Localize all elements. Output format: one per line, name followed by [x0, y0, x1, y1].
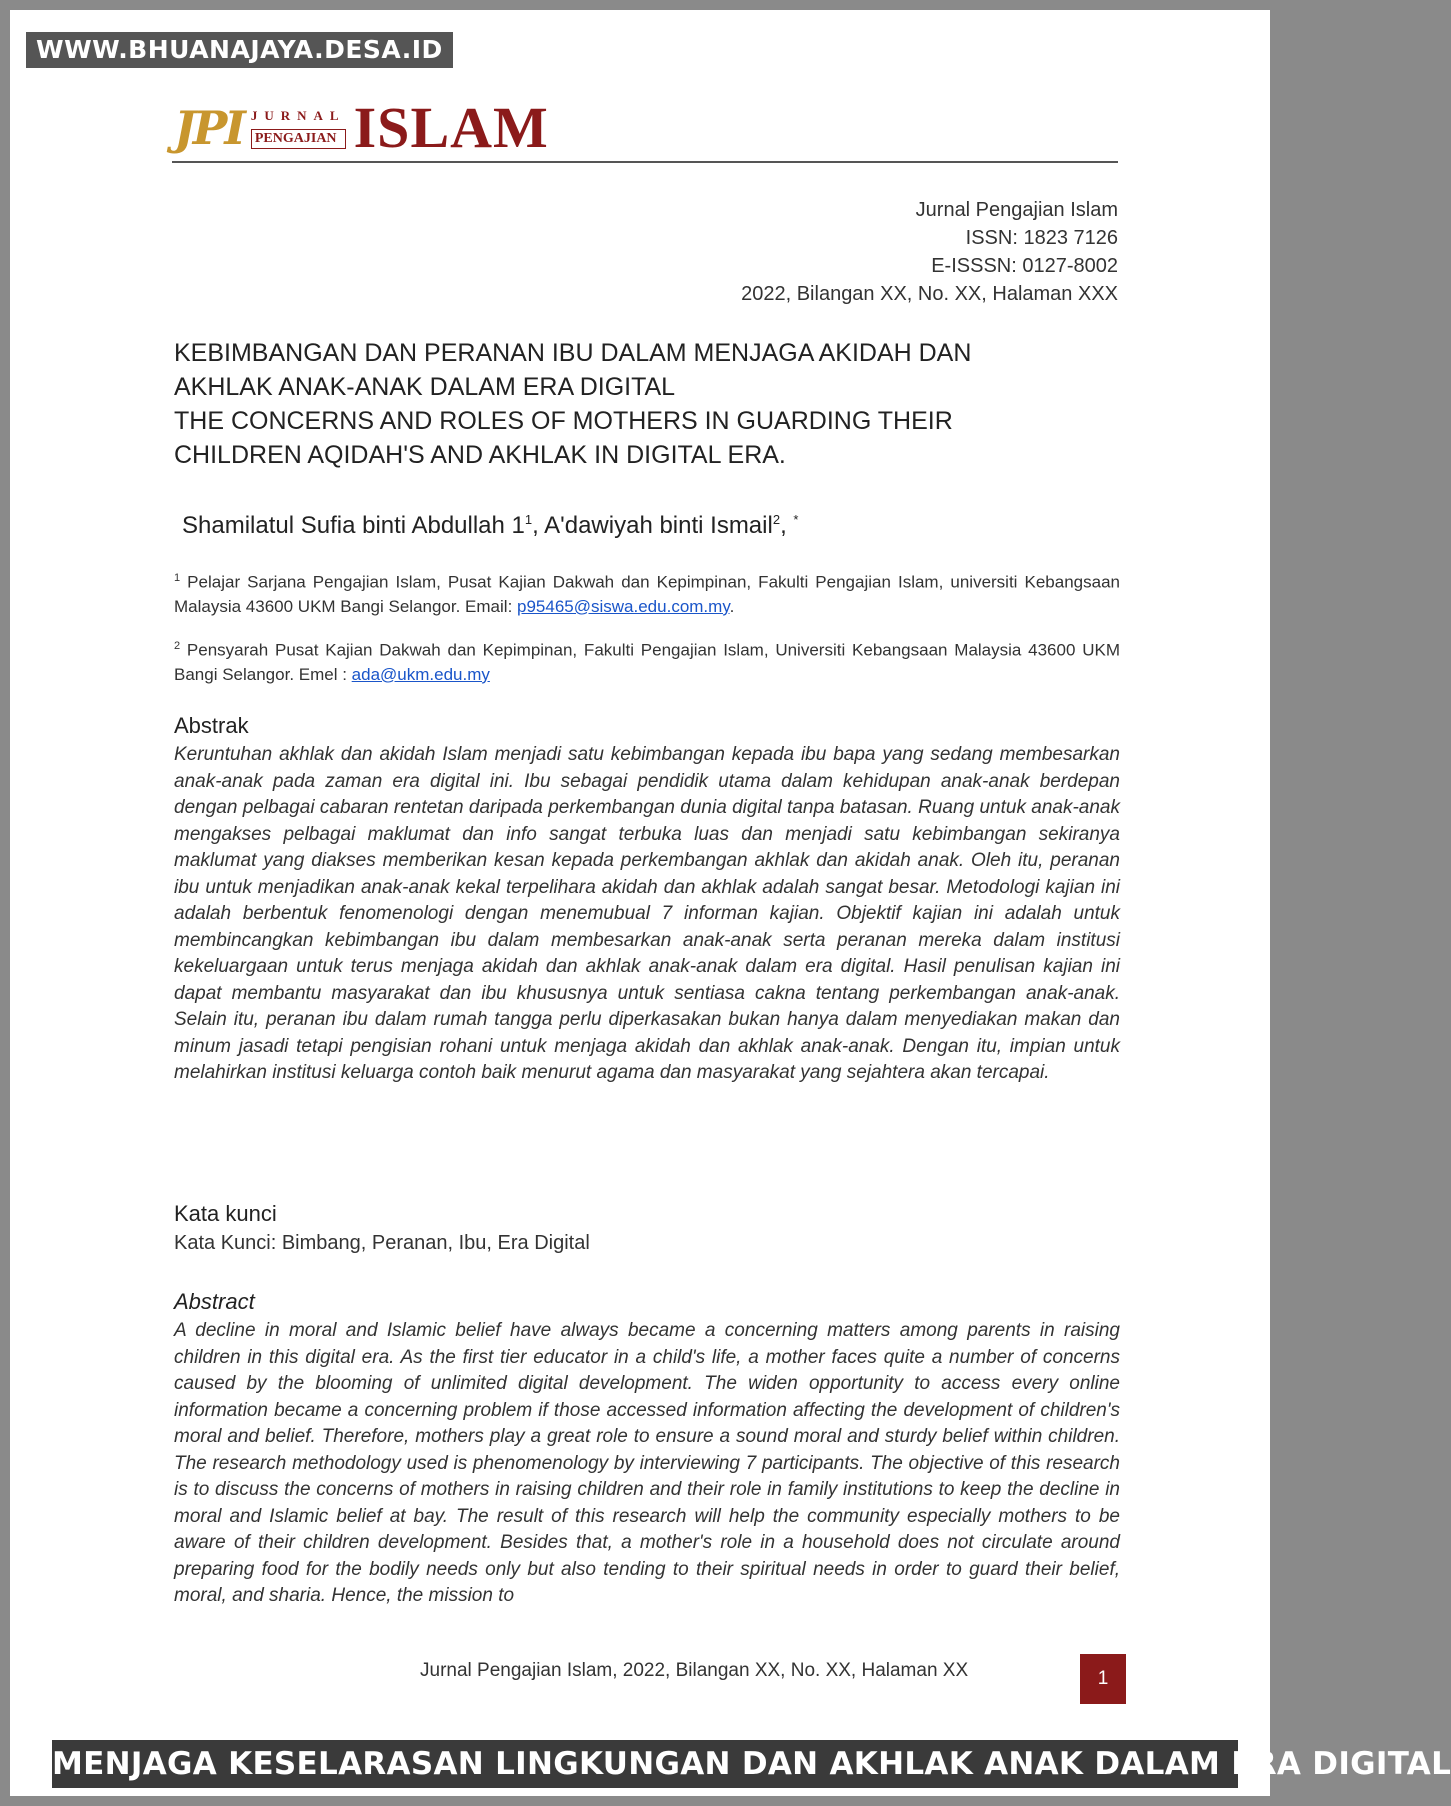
affiliation-1 — [174, 566, 1120, 619]
journal-name: Jurnal Pengajian Islam — [915, 199, 1118, 221]
corresponding-star: * — [793, 512, 799, 527]
logo-islam: ISLAM — [353, 95, 549, 160]
abstrak-heading: Abstrak — [174, 713, 249, 738]
author-2-sup: 2 — [772, 512, 781, 527]
article-title — [174, 336, 1124, 472]
author-2-suffix: , — [780, 512, 794, 539]
journal-issn: ISSN: 1823 7126 — [965, 227, 1118, 249]
abstrak-text: Keruntuhan akhlak dan akidah Islam menjadi satu kebimbangan kepada ibu bapa yang sedang membesarkan anak-anak pada zaman era digital ini. Ibu sebagai pendidik utama dalam kehidupan anak-anak berdepan dengan pelbagai cabaran rentetan daripada perkembangan dunia digital tanpa batasan. Ruang untuk anak-anak mengakses pelbagai maklumat dan info sangat terbuka luas dan menjadi satu kebimbangan sekiranya maklumat yang diakses memberikan kesan kepada perkembangan akhlak dan akidah anak. Oleh itu, peranan ibu untuk menjadikan anak-anak kekal terpelihara akidah dan akhlak adalah sangat besar. Metodologi kajian ini adalah berbentuk fenomenologi dengan menemubual 7 informan kajian. Objektif kajian ini adalah untuk membincangkan kebimbangan ibu dalam membesarkan anak-anak serta peranan mereka dalam institusi kekeluargaan untuk terus menjaga akidah dan akhlak anak-anak dalam era digital. Hasil penulisan kajian ini dapat membantu masyarakat dan ibu khususnya untuk sentiasa cakna tentang perkembangan anak-anak. Selain itu, peranan ibu dalam rumah tangga perlu diperkasakan bukan hanya dalam menyediakan makan dan minum jasadi tetapi pengisian rohani untuk menjaga akidah dan akhlak anak-anak. Dengan itu, impian untuk melahirkan institusi keluarga contoh baik menurut agama dan masyarakat yang sejahtera akan tercapai. — [174, 744, 1120, 1083]
abstract-text: A decline in moral and Islamic belief have always became a concerning matters among parents in raising children in this digital era. As the first tier educator in a child's life, a mother faces quite a number of concerns caused by the blooming of unlimited digital development. The widen opportunity to access every online information became a concerning problem if those accessed information affecting the development of children's moral and belief. Therefore, mothers play a great role to ensure a sound moral and sturdy belief within children. The research methodology used is phenomenology by interviewing 7 participants. The objective of this research is to discuss the concerns of mothers in raising children and their role in family institutions to keep the decline in moral and Islamic belief at bay. The result of this research will help the community especially mothers to be aware of their children development. Besides that, a mother's role in a household does not circulate around preparing food for the bodily needs only but also tending to their spiritual needs in order to guard their belief, moral, and sharia. Hence, the mission to — [174, 1320, 1120, 1606]
affiliation-2-text: Pensyarah Pusat Kajian Dakwah dan Kepimpinan, Fakulti Pengajian Islam, Universiti Kebangsaan Malaysia 43600 UKM Bangi Selangor. Emel : — [174, 640, 1120, 684]
authors — [182, 504, 798, 542]
journal-eissn: E-ISSSN: 0127-8002 — [931, 255, 1118, 277]
author-separator: , — [532, 512, 545, 539]
kata-kunci-heading: Kata kunci — [174, 1201, 277, 1226]
journal-logo — [174, 95, 549, 160]
page-footer: Jurnal Pengajian Islam, 2022, Bilangan XX, No. XX, Halaman XX — [420, 1660, 969, 1681]
document-frame — [10, 10, 1451, 1796]
logo-line-pengajian: PENGAJIAN — [251, 129, 346, 149]
affiliation-1-num: 1 — [174, 572, 181, 584]
author-1: Shamilatul Sufia binti Abdullah 1 — [182, 512, 525, 539]
logo-subtitle — [251, 107, 346, 149]
logo-mark: JPI — [174, 101, 243, 155]
journal-meta — [741, 196, 1118, 308]
author-2: A'dawiyah binti Ismail — [544, 512, 773, 539]
journal-issue: 2022, Bilangan XX, No. XX, Halaman XXX — [741, 283, 1118, 305]
affiliation-1-email-link[interactable]: p95465@siswa.edu.com.my — [517, 596, 730, 616]
logo-line-jurnal: JURNAL — [250, 108, 346, 123]
affiliation-1-text: Pelajar Sarjana Pengajian Islam, Pusat Kajian Dakwah dan Kepimpinan, Fakulti Pengajian Islam, universiti Kebangsaan Malaysia 43600 UKM Bangi Selangor. Email: — [174, 572, 1120, 616]
affiliation-2-num: 2 — [174, 640, 181, 652]
title-english-line-2: CHILDREN AQIDAH'S AND AKHLAK IN DIGITAL ERA. — [174, 441, 786, 469]
affiliation-1-end: . — [729, 596, 735, 616]
image-caption: MENJAGA KESELARASAN LINGKUNGAN DAN AKHLAK ANAK DALAM ERA DIGITAL — [52, 1740, 1238, 1788]
title-english-line-1: THE CONCERNS AND ROLES OF MOTHERS IN GUARDING THEIR — [174, 407, 953, 435]
header-rule — [172, 161, 1118, 163]
affiliation-2 — [174, 634, 1120, 687]
author-1-sup: 1 — [524, 512, 533, 527]
abstract-heading: Abstract — [174, 1289, 255, 1314]
title-malay-line-1: KEBIMBANGAN DAN PERANAN IBU DALAM MENJAGA AKIDAH DAN — [174, 339, 972, 367]
page-number-badge: 1 — [1080, 1654, 1126, 1704]
site-watermark: WWW.BHUANAJAYA.DESA.ID — [26, 32, 453, 68]
kata-kunci-text: Kata Kunci: Bimbang, Peranan, Ibu, Era Digital — [174, 1232, 590, 1254]
affiliation-2-email-link[interactable]: ada@ukm.edu.my — [351, 664, 490, 684]
title-malay-line-2: AKHLAK ANAK-ANAK DALAM ERA DIGITAL — [174, 373, 676, 401]
